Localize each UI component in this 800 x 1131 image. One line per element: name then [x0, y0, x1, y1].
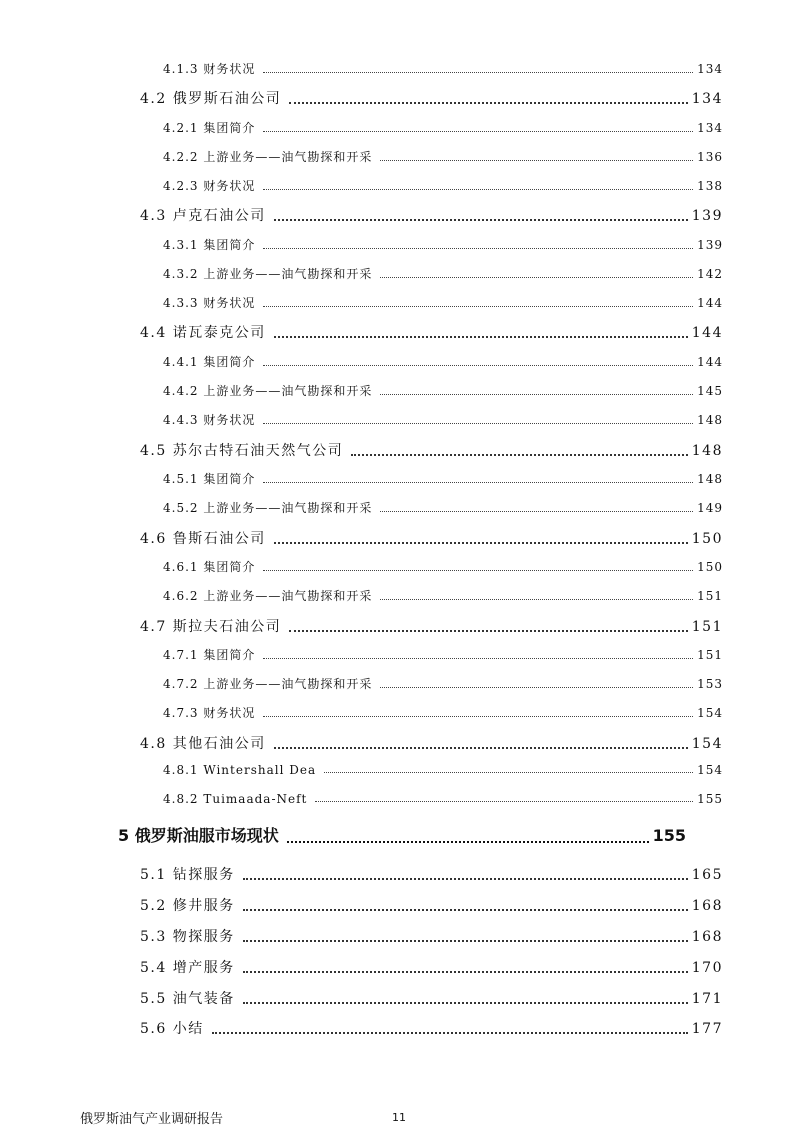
toc-entry[interactable]: [140, 528, 723, 548]
toc-leader-dots: [380, 160, 693, 161]
toc-entry-page: 134: [691, 91, 723, 107]
toc-entry-page: 139: [691, 208, 723, 224]
toc-leader-dots: [380, 687, 693, 688]
toc-entry-page: 153: [697, 677, 723, 691]
toc-entry[interactable]: [163, 119, 723, 136]
toc-entry-label: 4.5.1 集团简介: [163, 472, 256, 486]
toc-entry-page: 144: [697, 296, 723, 310]
toc-entry-page: 148: [691, 443, 723, 459]
toc-entry-page: 144: [697, 355, 723, 369]
toc-entry-page: 165: [691, 867, 723, 883]
toc-entry[interactable]: [163, 148, 723, 165]
toc-entry-page: 149: [697, 501, 723, 515]
toc-entry-page: 154: [697, 763, 723, 777]
toc-entry-label: 5.4 增产服务: [140, 960, 235, 976]
toc-entry[interactable]: [163, 411, 723, 428]
toc-entry-page: 138: [697, 179, 723, 193]
toc-leader-dots: [263, 131, 693, 132]
toc-entry-label: 5.1 钻探服务: [140, 867, 235, 883]
toc-entry-page: 151: [697, 589, 723, 603]
toc-entry-label: 4.3 卢克石油公司: [140, 208, 266, 224]
toc-entry[interactable]: [163, 294, 723, 311]
toc-entry[interactable]: [163, 236, 723, 253]
toc-leader-dots: [263, 423, 693, 424]
toc-leader-dots: [263, 716, 693, 717]
toc-entry[interactable]: [140, 440, 723, 460]
toc-leader-dots: [263, 658, 693, 659]
toc-leader-dots: [380, 277, 693, 278]
toc-entry-label: 4.5.2 上游业务——油气勘探和开采: [163, 501, 373, 515]
toc-leader-dots: [274, 336, 688, 338]
toc-entry-page: 168: [691, 929, 723, 945]
toc-leader-dots: [274, 747, 688, 749]
toc-entry-label: 4.6.2 上游业务——油气勘探和开采: [163, 589, 373, 603]
toc-entry-label: 4.4 诺瓦泰克公司: [140, 325, 266, 341]
toc-entry-label: 5.6 小结: [140, 1021, 204, 1037]
toc-entry-page: 148: [697, 472, 723, 486]
toc-chapter-entry[interactable]: [118, 823, 686, 846]
toc-entry[interactable]: [163, 353, 723, 370]
toc-entry-label: 4.2.1 集团简介: [163, 121, 256, 135]
footer-page-number: 11: [392, 1111, 406, 1124]
toc-entry-label: 4.3.2 上游业务——油气勘探和开采: [163, 267, 373, 281]
toc-leader-dots: [263, 306, 693, 307]
toc-entry-label: 4.5 苏尔古特石油天然气公司: [140, 443, 344, 459]
toc-entry[interactable]: [163, 382, 723, 399]
toc-entry-page: 154: [697, 706, 723, 720]
toc-entry-label: 4.8.2 Tuimaada-Neft: [163, 792, 308, 806]
toc-entry-page: 155: [652, 826, 686, 845]
toc-entry[interactable]: [140, 988, 723, 1008]
toc-entry-label: 4.4.2 上游业务——油气勘探和开采: [163, 384, 373, 398]
toc-leader-dots: [263, 248, 693, 249]
toc-entry[interactable]: [140, 864, 723, 884]
toc-entry-label: 4.3.3 财务状况: [163, 296, 256, 310]
toc-entry-label: 5.5 油气装备: [140, 991, 235, 1007]
toc-leader-dots: [287, 841, 649, 843]
toc-leader-dots: [324, 772, 693, 773]
toc-entry-page: 151: [697, 648, 723, 662]
toc-leader-dots: [263, 189, 693, 190]
toc-entry-label: 4.7 斯拉夫石油公司: [140, 619, 282, 635]
toc-entry-label: 4.2.2 上游业务——油气勘探和开采: [163, 150, 373, 164]
toc-entry[interactable]: [140, 322, 723, 342]
toc-entry[interactable]: [140, 733, 723, 753]
toc-entry[interactable]: [163, 177, 723, 194]
toc-entry-label: 4.7.1 集团简介: [163, 648, 256, 662]
toc-leader-dots: [243, 940, 688, 942]
toc-entry-label: 4.4.3 财务状况: [163, 413, 256, 427]
toc-entry-page: 145: [697, 384, 723, 398]
toc-leader-dots: [212, 1032, 688, 1034]
toc-entry-page: 144: [691, 325, 723, 341]
toc-entry-label: 4.8.1 Wintershall Dea: [163, 763, 317, 777]
toc-entry-label: 5 俄罗斯油服市场现状: [118, 826, 279, 845]
toc-entry-label: 4.6.1 集团简介: [163, 560, 256, 574]
toc-leader-dots: [243, 971, 688, 973]
toc-entry[interactable]: [163, 499, 723, 516]
toc-entry[interactable]: [163, 646, 723, 663]
toc-entry-label: 4.3.1 集团简介: [163, 238, 256, 252]
toc-entry-page: 136: [697, 150, 723, 164]
toc-leader-dots: [351, 454, 688, 456]
footer-document-title: 俄罗斯油气产业调研报告: [80, 1112, 224, 1127]
toc-leader-dots: [243, 1002, 688, 1004]
toc-leader-dots: [263, 365, 693, 366]
toc-entry-page: 155: [697, 792, 723, 806]
toc-entry-label: 5.2 修井服务: [140, 898, 235, 914]
toc-leader-dots: [243, 909, 688, 911]
toc-entry-page: 134: [697, 121, 723, 135]
toc-leader-dots: [380, 599, 693, 600]
toc-entry[interactable]: [163, 265, 723, 282]
toc-leader-dots: [263, 72, 693, 73]
toc-entry[interactable]: [140, 1018, 723, 1038]
toc-entry[interactable]: [163, 60, 723, 77]
toc-entry-page: 151: [691, 619, 723, 635]
toc-entry[interactable]: [140, 926, 723, 946]
toc-entry-page: 134: [697, 62, 723, 76]
toc-entry-page: 170: [691, 960, 723, 976]
toc-entry[interactable]: [163, 704, 723, 721]
toc-leader-dots: [274, 542, 688, 544]
toc-entry-page: 154: [691, 736, 723, 752]
toc-entry-label: 4.4.1 集团简介: [163, 355, 256, 369]
toc-entry[interactable]: [163, 470, 723, 487]
toc-entry[interactable]: [140, 616, 723, 636]
toc-entry-label: 5.3 物探服务: [140, 929, 235, 945]
toc-entry[interactable]: [140, 205, 723, 225]
toc-entry[interactable]: [163, 558, 723, 575]
toc-entry-label: 4.7.2 上游业务——油气勘探和开采: [163, 677, 373, 691]
toc-entry-label: 4.2 俄罗斯石油公司: [140, 91, 282, 107]
toc-leader-dots: [289, 630, 688, 632]
toc-entry[interactable]: [140, 88, 723, 108]
toc-entry-page: 142: [697, 267, 723, 281]
toc-leader-dots: [380, 511, 693, 512]
toc-entry[interactable]: [163, 587, 723, 604]
toc-entry-page: 171: [691, 991, 723, 1007]
toc-entry-label: 4.1.3 财务状况: [163, 62, 256, 76]
toc-entry-page: 177: [691, 1021, 723, 1037]
toc-entry-page: 150: [691, 531, 723, 547]
toc-leader-dots: [263, 570, 693, 571]
toc-leader-dots: [315, 801, 693, 802]
toc-entry-page: 168: [691, 898, 723, 914]
toc-entry-page: 148: [697, 413, 723, 427]
toc-entry-page: 150: [697, 560, 723, 574]
toc-entry[interactable]: [163, 792, 723, 806]
toc-entry[interactable]: [140, 957, 723, 977]
toc-entry[interactable]: [163, 763, 723, 777]
toc-entry-label: 4.7.3 财务状况: [163, 706, 256, 720]
toc-leader-dots: [263, 482, 693, 483]
toc-leader-dots: [274, 219, 688, 221]
toc-leader-dots: [380, 394, 693, 395]
toc-entry-label: 4.8 其他石油公司: [140, 736, 266, 752]
toc-entry-label: 4.2.3 财务状况: [163, 179, 256, 193]
toc-leader-dots: [289, 102, 688, 104]
toc-entry-page: 139: [697, 238, 723, 252]
toc-entry-label: 4.6 鲁斯石油公司: [140, 531, 266, 547]
toc-entry[interactable]: [163, 675, 723, 692]
toc-leader-dots: [243, 878, 688, 880]
toc-entry[interactable]: [140, 895, 723, 915]
